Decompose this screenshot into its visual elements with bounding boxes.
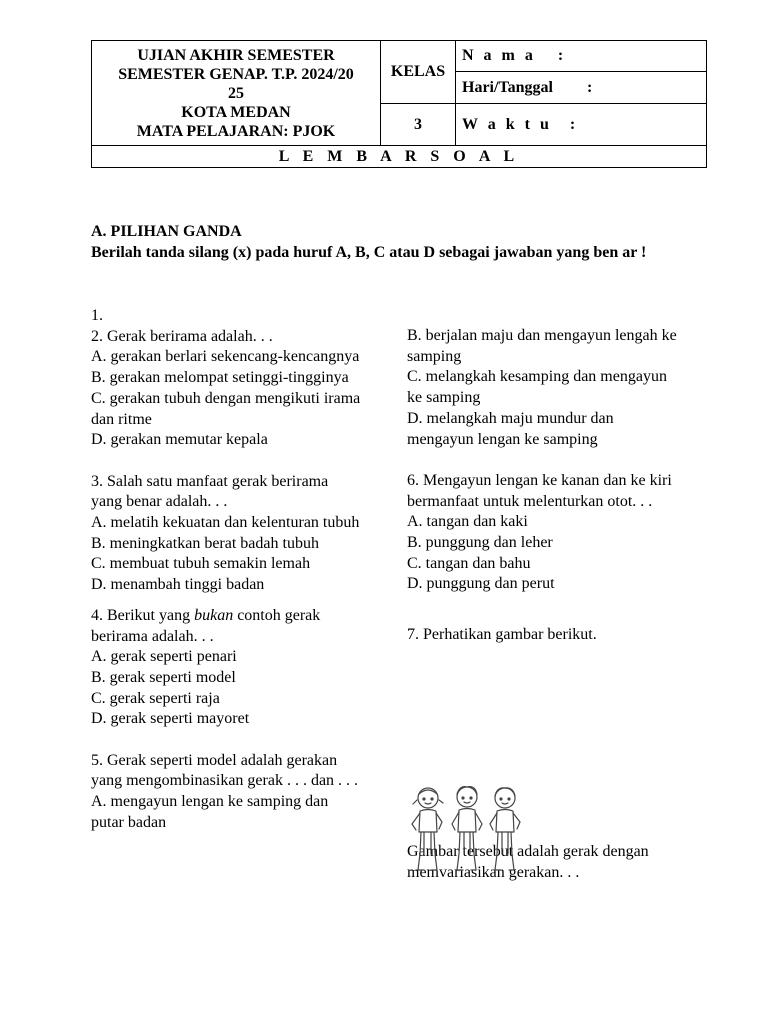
question-4-emphasis: bukan <box>194 606 234 624</box>
question-4-option-c[interactable]: C. gerak seperti raja <box>91 689 220 707</box>
question-2-option-a[interactable]: A. gerakan berlari sekencang-kencangnya <box>91 348 360 366</box>
question-6-option-c[interactable]: C. tangan dan bahu <box>407 554 531 572</box>
lembar-soal-heading: L E M B A R S O A L <box>92 146 707 168</box>
question-4-text-pre: 4. Berikut yang <box>91 606 195 624</box>
question-4-option-d[interactable]: D. gerak seperti mayoret <box>91 710 250 728</box>
children-dancing-illustration <box>408 784 526 876</box>
question-6: 6. Mengayun lengan ke kanan dan ke kiri bermanfaat untuk melenturkan otot. . . <box>407 471 672 510</box>
question-5-option-c[interactable]: C. melangkah kesamping dan mengayun ke samping <box>407 368 667 407</box>
kelas-value: 3 <box>381 104 456 146</box>
exam-header-table <box>91 40 707 168</box>
question-6-option-d[interactable]: D. punggung dan perut <box>407 575 555 593</box>
question-7: 7. Perhatikan gambar berikut. <box>407 626 597 644</box>
exam-subject-line: MATA PELAJARAN: PJOK <box>136 122 336 140</box>
child-figure-middle <box>452 787 482 870</box>
section-instruction: Berilah tanda silang (x) pada huruf A, B, C atau D sebagai jawaban yang ben ar ! <box>91 244 647 261</box>
nama-colon: : <box>557 47 564 64</box>
question-7-caption: Gambar tersebut adalah gerak dengan memvariasikan gerakan. . . <box>407 842 649 881</box>
exam-city-line: KOTA MEDAN <box>181 103 291 121</box>
hari-tanggal-colon: : <box>586 78 593 96</box>
hari-tanggal-field[interactable] <box>456 72 707 104</box>
question-3: 3. Salah satu manfaat gerak berirama yang benar adalah. . . <box>91 472 329 511</box>
child-figure-left <box>412 788 443 870</box>
waktu-colon: : <box>569 115 576 133</box>
question-5-option-b[interactable]: B. berjalan maju dan mengayun lengah ke samping <box>407 327 677 365</box>
question-1: 1. <box>91 307 103 324</box>
question-6-option-b[interactable]: B. punggung dan leher <box>407 534 553 552</box>
question-4-text-post: contoh gerak berirama adalah. . . <box>91 606 321 645</box>
question-3-option-b[interactable]: B. meningkatkan berat badah tubuh <box>91 534 319 552</box>
question-3-option-d[interactable]: D. menambah tinggi badan <box>91 576 265 594</box>
waktu-field[interactable] <box>456 104 707 146</box>
question-5-option-d[interactable]: D. melangkah maju mundur dan mengayun lengan ke samping <box>407 409 614 448</box>
question-2-option-b[interactable]: B. gerakan melompat setinggi-tingginya <box>91 369 349 387</box>
kelas-label: KELAS <box>381 41 456 104</box>
child-figure-right <box>490 788 520 870</box>
exam-year-line: 25 <box>228 84 244 102</box>
question-4-option-a[interactable]: A. gerak seperti penari <box>91 648 237 666</box>
hari-tanggal-label: Hari/Tanggal <box>462 78 553 96</box>
exam-title-cell <box>92 41 381 146</box>
question-3-option-c[interactable]: C. membuat tubuh semakin lemah <box>91 555 311 573</box>
question-4 <box>91 606 363 647</box>
question-6-option-a[interactable]: A. tangan dan kaki <box>407 513 528 531</box>
exam-semester-line: SEMESTER GENAP. T.P. 2024/20 <box>118 65 354 83</box>
nama-field[interactable] <box>456 41 707 72</box>
question-2-option-d[interactable]: D. gerakan memutar kepala <box>91 431 268 449</box>
question-3-option-a[interactable]: A. melatih kekuatan dan kelenturan tubuh <box>91 514 360 532</box>
section-title: A. PILIHAN GANDA <box>91 223 242 240</box>
question-2-option-c[interactable]: C. gerakan tubuh dengan mengikuti irama dan ritme <box>91 389 361 428</box>
nama-label: N a m a <box>462 47 536 64</box>
left-question-column <box>91 306 363 834</box>
question-2: 2. Gerak berirama adalah. . . <box>91 327 273 345</box>
section-header <box>91 221 707 263</box>
question-5: 5. Gerak seperti model adalah gerakan yang mengombinasikan gerak . . . dan . . . <box>91 751 359 790</box>
question-4-option-b[interactable]: B. gerak seperti model <box>91 668 236 686</box>
question-5-option-a[interactable]: A. mengayun lengan ke samping dan putar badan <box>91 793 329 831</box>
exam-title-line: UJIAN AKHIR SEMESTER <box>137 46 335 64</box>
waktu-label: W a k t u <box>462 115 552 133</box>
